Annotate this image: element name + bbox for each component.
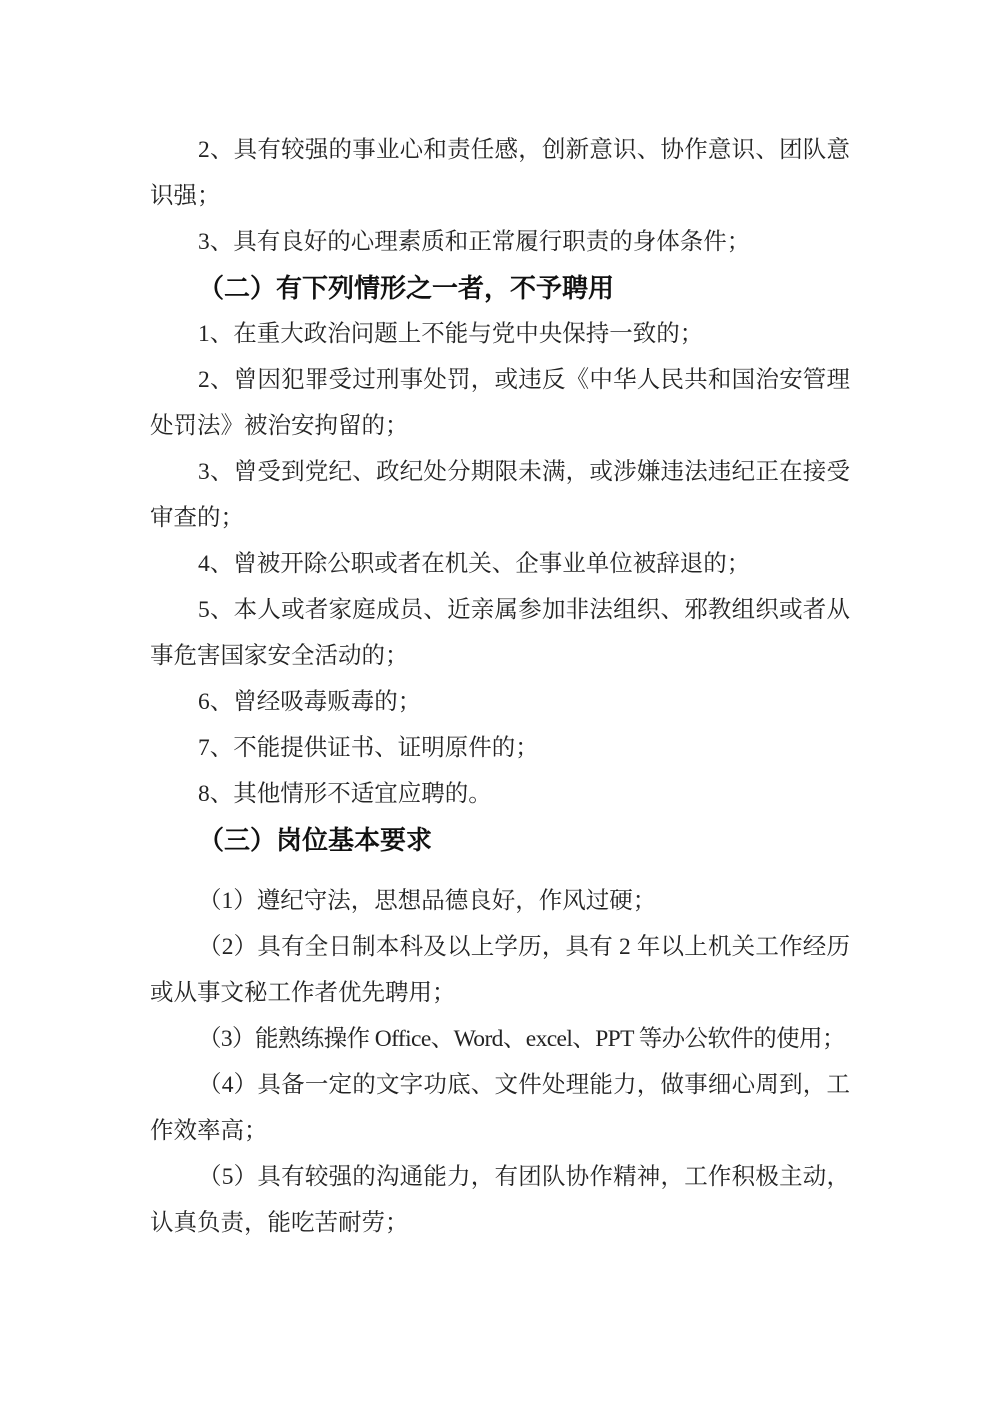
text-line: 3、具有良好的心理素质和正常履行职责的身体条件； (198, 229, 751, 255)
text-line: 2、曾因犯罪受过刑事处罚，或违反《中华人民共和国治安管理 (198, 367, 850, 393)
text-line: 识强； (150, 183, 221, 209)
section-heading: （二）有下列情形之一者，不予聘用 (198, 273, 615, 303)
text-line: （2）具有全日制本科及以上学历，具有 2 年以上机关工作经历 (198, 934, 850, 960)
text-line: 6、曾经吸毒贩毒的； (198, 689, 422, 715)
text-line: 审查的； (150, 505, 244, 531)
text-line: 3、曾受到党纪、政纪处分期限未满，或涉嫌违法违纪正在接受 (198, 459, 850, 485)
text-line: 8、其他情形不适宜应聘的。 (198, 781, 492, 807)
text-line: 7、不能提供证书、证明原件的； (198, 735, 539, 761)
text-line: 或从事文秘工作者优先聘用； (150, 980, 456, 1006)
text-line: 认真负责，能吃苦耐劳； (150, 1210, 409, 1236)
text-line: 4、曾被开除公职或者在机关、企事业单位被辞退的； (198, 551, 751, 577)
text-line: 1、在重大政治问题上不能与党中央保持一致的； (198, 321, 704, 347)
text-line: 处罚法》被治安拘留的； (150, 413, 409, 439)
text-line: （3）能熟练操作 Office、Word、excel、PPT 等办公软件的使用； (198, 1026, 845, 1052)
text-line: （5）具有较强的沟通能力，有团队协作精神，工作积极主动， (198, 1164, 850, 1190)
text-line: （4）具备一定的文字功底、文件处理能力，做事细心周到，工 (198, 1072, 850, 1098)
text-line: 事危害国家安全活动的； (150, 643, 409, 669)
text-line: 2、具有较强的事业心和责任感，创新意识、协作意识、团队意 (198, 137, 850, 163)
document-body (150, 127, 850, 1246)
text-line: （1）遵纪守法，思想品德良好，作风过硬； (198, 888, 657, 914)
section-heading: （三）岗位基本要求 (198, 825, 433, 855)
text-line: 5、本人或者家庭成员、近亲属参加非法组织、邪教组织或者从 (198, 597, 850, 623)
text-line: 作效率高； (150, 1118, 268, 1144)
